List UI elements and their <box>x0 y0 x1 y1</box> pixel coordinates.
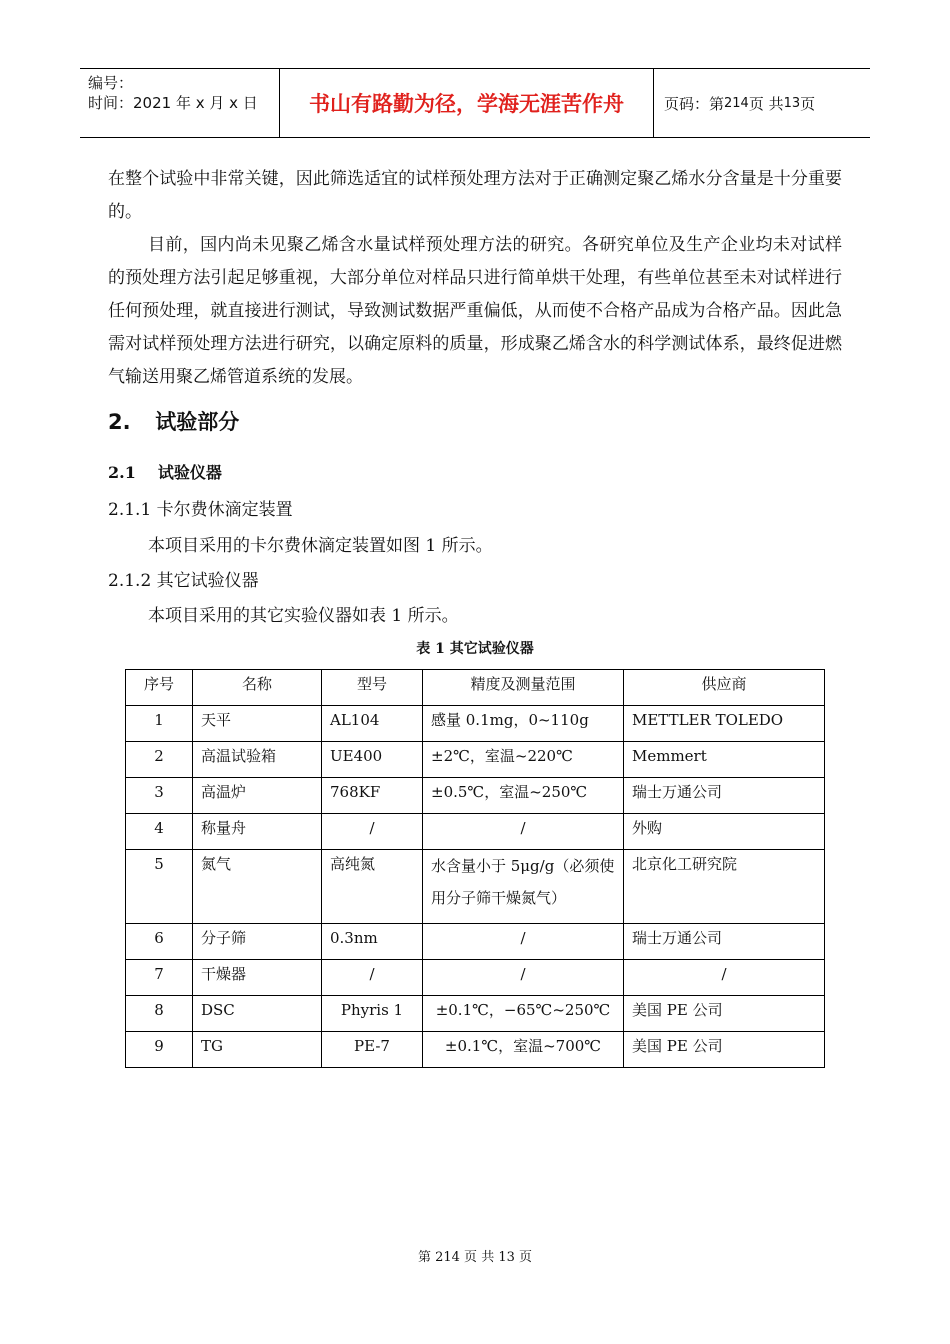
table-cell: 6 <box>126 924 193 960</box>
header-slogan: 书山有路勤为径，学海无涯苦作舟 <box>280 69 654 137</box>
table-cell: / <box>423 960 624 996</box>
section-2-number: 2. <box>108 410 131 434</box>
table-cell: 1 <box>126 706 193 742</box>
table-cell: 7 <box>126 960 193 996</box>
table-cell: 768KF <box>322 778 423 814</box>
table-cell: 瑞士万通公司 <box>624 778 825 814</box>
section-2-title: 试验部分 <box>155 410 240 434</box>
page-suffix: 页 <box>800 94 816 113</box>
section-2-1-heading <box>108 460 222 483</box>
intro-paragraph-2: 目前，国内尚未见聚乙烯含水量试样预处理方法的研究。各研究单位及生产企业均未对试样的预处理方法引起足够重视，大部分单位对样品只进行简单烘干处理，有些单位甚至未对试样进行任何预处理，就直接进行测试，导致测试数据严重偏低，从而使不合格产品成为合格产品。因此急需对试样预处理方法进行研究，以确定原料的质量，形成聚乙烯含水的科学测试体系，最终促进燃气输送用聚乙烯管道系统的发展。 <box>108 235 842 387</box>
instrument-table <box>125 669 825 1068</box>
section-2-1-title: 试验仪器 <box>157 463 222 482</box>
table-cell: AL104 <box>322 706 423 742</box>
table-row <box>126 814 825 850</box>
section-2-1-number: 2.1 <box>108 463 136 482</box>
table-cell: 9 <box>126 1032 193 1068</box>
table-cell: 分子筛 <box>193 924 322 960</box>
table-cell: 高纯氮 <box>322 850 423 924</box>
header-cell: 精度及测量范围 <box>423 670 624 706</box>
header-meta <box>80 69 280 137</box>
table-cell: 干燥器 <box>193 960 322 996</box>
table-cell: 高温炉 <box>193 778 322 814</box>
table-cell: 5 <box>126 850 193 924</box>
section-2-1-2-heading: 2.1.2 其它试验仪器 <box>108 571 259 591</box>
page-footer: 第 214 页 共 13 页 <box>417 1250 533 1265</box>
table-cell: Memmert <box>624 742 825 778</box>
header-cell: 型号 <box>322 670 423 706</box>
table-cell: / <box>322 814 423 850</box>
table-cell: / <box>624 960 825 996</box>
section-2-1-2-text: 本项目采用的其它实验仪器如表 1 所示。 <box>148 606 459 626</box>
table-cell: 0.3nm <box>322 924 423 960</box>
header-cell: 供应商 <box>624 670 825 706</box>
section-2-1-1-text: 本项目采用的卡尔费休滴定装置如图 1 所示。 <box>148 536 493 556</box>
intro-section <box>108 163 842 394</box>
section-2-heading <box>108 406 239 436</box>
page-header <box>80 68 870 138</box>
table-cell: 4 <box>126 814 193 850</box>
table-cell: 天平 <box>193 706 322 742</box>
table-cell: ±2℃，室温~220℃ <box>423 742 624 778</box>
section-2-1-1-heading: 2.1.1 卡尔费休滴定装置 <box>108 500 293 520</box>
header-page-info <box>654 69 870 137</box>
table-cell: PE-7 <box>322 1032 423 1068</box>
intro-paragraph-1: 在整个试验中非常关键，因此筛选适宜的试样预处理方法对于正确测定聚乙烯水分含量是十分重要的。 <box>108 169 842 222</box>
table-cell: METTLER TOLEDO <box>624 706 825 742</box>
table-cell: ±0.5℃，室温~250℃ <box>423 778 624 814</box>
number-label: 编号： <box>88 74 134 92</box>
page-current: 214 <box>724 95 749 111</box>
page-total: 13 <box>783 95 801 111</box>
table-row <box>126 996 825 1032</box>
table-cell: / <box>423 814 624 850</box>
table-caption: 表 1 其它试验仪器 <box>416 641 534 657</box>
table-cell: DSC <box>193 996 322 1032</box>
table-row <box>126 778 825 814</box>
table-cell: 水含量小于 5μg/g（必须使用分子筛干燥氮气） <box>423 850 624 924</box>
table-cell: 8 <box>126 996 193 1032</box>
table-cell: 美国 PE 公司 <box>624 996 825 1032</box>
table-cell: 3 <box>126 778 193 814</box>
table-cell: 瑞士万通公司 <box>624 924 825 960</box>
page-mid: 页 共 <box>748 94 784 113</box>
header-cell: 序号 <box>126 670 193 706</box>
header-cell: 名称 <box>193 670 322 706</box>
table-row <box>126 924 825 960</box>
table-row <box>126 850 825 924</box>
table-cell: / <box>423 924 624 960</box>
table-cell: 高温试验箱 <box>193 742 322 778</box>
table-cell: 称量舟 <box>193 814 322 850</box>
table-cell: Phyris 1 <box>322 996 423 1032</box>
table-cell: 氮气 <box>193 850 322 924</box>
table-row <box>126 1032 825 1068</box>
table-cell: 2 <box>126 742 193 778</box>
time-label: 时间：2021 年 x 月 x 日 <box>88 94 258 112</box>
page-prefix: 页码：第 <box>664 94 725 113</box>
table-cell: 美国 PE 公司 <box>624 1032 825 1068</box>
table-cell: 感量 0.1mg，0~110g <box>423 706 624 742</box>
table-row <box>126 706 825 742</box>
table-cell: 外购 <box>624 814 825 850</box>
table-cell: 北京化工研究院 <box>624 850 825 924</box>
table-row <box>126 960 825 996</box>
table-cell: TG <box>193 1032 322 1068</box>
table-row <box>126 742 825 778</box>
table-cell: / <box>322 960 423 996</box>
table-header-row <box>126 670 825 706</box>
table-cell: UE400 <box>322 742 423 778</box>
table-cell: ±0.1℃，室温~700℃ <box>423 1032 624 1068</box>
table-cell: ±0.1℃，−65℃~250℃ <box>423 996 624 1032</box>
